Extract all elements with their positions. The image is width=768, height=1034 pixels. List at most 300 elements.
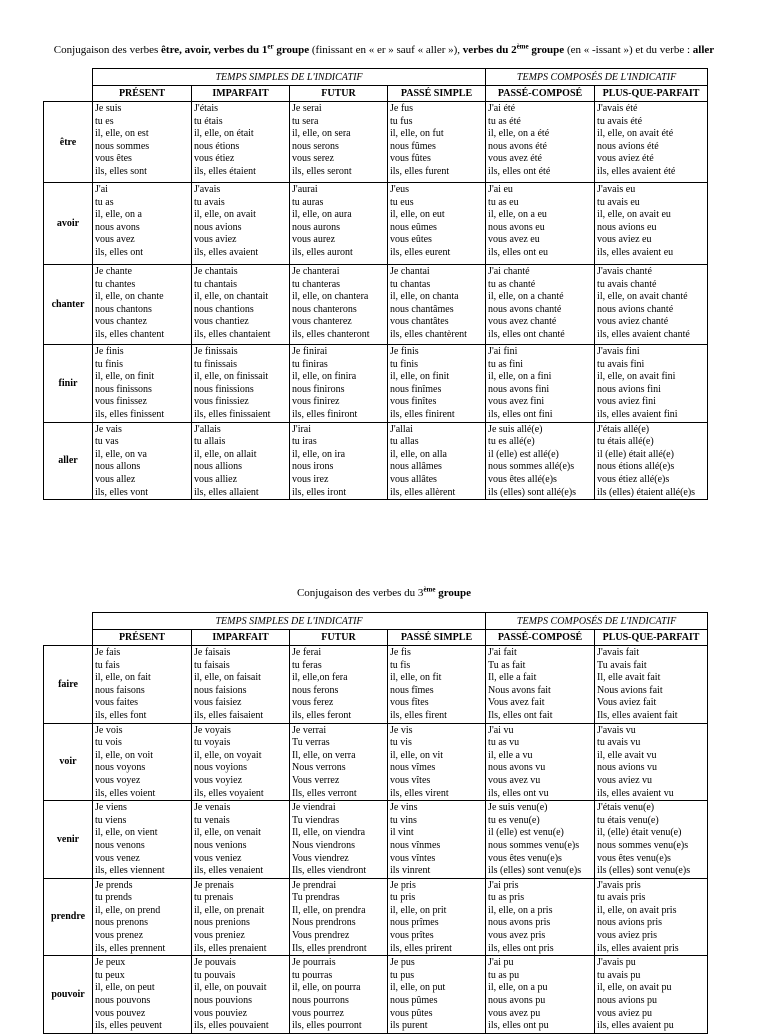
conjugation-line: J'avais pu bbox=[597, 957, 636, 969]
conjugation-cell bbox=[595, 801, 708, 879]
conjugation-line: ils, elles viennent bbox=[95, 865, 165, 877]
conjugation-line: nous avons eu bbox=[488, 221, 545, 233]
tense-header: PASSÉ SIMPLE bbox=[388, 630, 486, 646]
conjugation-line: il, elle, on finit bbox=[390, 371, 450, 383]
conjugation-cell bbox=[388, 646, 486, 724]
conjugation-line: il, elle, on vient bbox=[95, 827, 158, 839]
conjugation-cell bbox=[93, 878, 192, 956]
verb-row bbox=[44, 801, 708, 879]
conjugation-line: Je suis bbox=[95, 103, 122, 114]
conjugation-line: nous vînmes bbox=[390, 839, 441, 851]
conjugation-line: vous aviez pris bbox=[597, 930, 658, 942]
title-part: ème bbox=[516, 42, 529, 51]
conjugation-line: il, elle,on fera bbox=[292, 672, 348, 684]
tense-header: PASSÉ-COMPOSÉ bbox=[486, 630, 595, 646]
conjugation-line: nous avons pu bbox=[488, 995, 546, 1007]
verb-name: chanter bbox=[44, 265, 93, 345]
conjugation-line: ils (elles) sont venu(e)s bbox=[488, 865, 582, 877]
conjugation-line: Je prendrai bbox=[292, 879, 337, 891]
conjugation-line: J'étais venu(e) bbox=[597, 802, 655, 814]
conjugation-line: Je faisais bbox=[194, 647, 231, 658]
conjugation-line: tu étais bbox=[194, 115, 223, 127]
conjugation-cell bbox=[192, 265, 290, 345]
conjugation-line: vous voyiez bbox=[194, 774, 243, 786]
conjugation-line: ils, elles finirent bbox=[390, 408, 455, 420]
conjugation-line: vous chantiez bbox=[194, 316, 249, 328]
title-part: aller bbox=[692, 44, 715, 56]
conjugation-line: J'ai bbox=[95, 184, 108, 195]
verb-name: aller bbox=[44, 422, 93, 500]
conjugation-line: ils, elles avaient fini bbox=[597, 408, 678, 420]
conjugation-line: Vous avez fait bbox=[488, 697, 545, 709]
conjugation-cell bbox=[93, 183, 192, 265]
tense-header: PRÉSENT bbox=[93, 86, 192, 102]
conjugation-line: tu prenais bbox=[194, 892, 234, 904]
conjugation-line: vous aurez bbox=[292, 234, 336, 246]
conjugation-line: Ils, elles viendront bbox=[292, 865, 367, 877]
conjugation-line: tu allas bbox=[390, 436, 419, 448]
conjugation-line: vous finissiez bbox=[194, 396, 249, 408]
conjugation-line: vous êtes bbox=[95, 153, 132, 165]
conjugation-cell bbox=[290, 345, 388, 423]
conjugation-line: ils, elles allaient bbox=[194, 486, 259, 498]
conjugation-line: vous alliez bbox=[194, 473, 238, 485]
conjugation-line: vous aviez vu bbox=[597, 774, 653, 786]
conjugation-line: vous avez chanté bbox=[488, 316, 557, 328]
conjugation-line: ils, elles sont bbox=[95, 165, 147, 177]
title-part: ème bbox=[423, 585, 436, 594]
conjugation-cell bbox=[290, 102, 388, 183]
conjugation-line: ils, elles iront bbox=[292, 486, 347, 498]
conjugation-cell bbox=[486, 345, 595, 423]
conjugation-line: J'allai bbox=[390, 423, 413, 435]
conjugation-line: tu faisais bbox=[194, 659, 230, 671]
group-header-row bbox=[44, 613, 708, 630]
conjugation-line: ils, elles finissent bbox=[95, 408, 165, 420]
conjugation-line: nous venions bbox=[194, 839, 247, 851]
title-part: (finissant en « er » sauf « aller »), bbox=[309, 44, 463, 56]
conjugation-cell bbox=[486, 723, 595, 801]
conjugation-line: vous serez bbox=[292, 153, 334, 165]
conjugation-cell bbox=[486, 956, 595, 1034]
conjugation-line: J'irai bbox=[292, 423, 312, 435]
conjugation-line: Je fis bbox=[390, 647, 411, 658]
conjugation-line: nous venons bbox=[95, 839, 145, 851]
conjugation-line: vous chantâtes bbox=[390, 316, 449, 328]
conjugation-line: ils, elles avaient pris bbox=[597, 942, 679, 954]
verb-row bbox=[44, 956, 708, 1034]
conjugation-line: il, elle, on est bbox=[95, 128, 149, 140]
conjugation-line: nous avons chanté bbox=[488, 303, 562, 315]
conjugation-line: ils, elles avaient vu bbox=[597, 787, 674, 799]
conjugation-line: tu étais venu(e) bbox=[597, 814, 659, 826]
conjugation-line: nous avons fini bbox=[488, 383, 550, 395]
conjugation-line: J'ai chanté bbox=[488, 266, 530, 277]
conjugation-cell bbox=[290, 801, 388, 879]
conjugation-line: nous étions allé(e)s bbox=[597, 461, 675, 473]
conjugation-line: ils, elles étaient bbox=[194, 165, 256, 177]
tense-header: IMPARFAIT bbox=[192, 86, 290, 102]
conjugation-line: nous finissions bbox=[194, 383, 254, 395]
conjugation-line: Tu as fait bbox=[488, 659, 526, 671]
conjugation-line: tu as vu bbox=[488, 737, 520, 749]
conjugation-cell bbox=[595, 646, 708, 724]
conjugation-line: il, elle, on sera bbox=[292, 128, 351, 140]
conjugation-line: vous prenez bbox=[95, 930, 144, 942]
conjugation-line: ils (elles) étaient allé(e)s bbox=[597, 486, 696, 498]
conjugation-line: tu allais bbox=[194, 436, 226, 448]
conjugation-line: tu vois bbox=[95, 737, 122, 749]
conjugation-line: nous vîmes bbox=[390, 762, 436, 774]
conjugation-cell bbox=[93, 956, 192, 1034]
title-part: être, avoir, verbes du 1 bbox=[161, 44, 268, 56]
conjugation-cell bbox=[388, 723, 486, 801]
conjugation-line: il, elle, on a eu bbox=[488, 209, 547, 221]
conjugation-line: nous avions eu bbox=[597, 221, 657, 233]
conjugation-line: nous fûmes bbox=[390, 140, 436, 152]
conjugation-line: il, elle, on allait bbox=[194, 448, 257, 460]
conjugation-line: J'étais bbox=[194, 103, 219, 114]
conjugation-line: il, elle, on était bbox=[194, 128, 254, 140]
conjugation-line: vous prîtes bbox=[390, 930, 434, 942]
conjugation-line: Nous viendrons bbox=[292, 839, 356, 851]
conjugation-line: tu as bbox=[95, 196, 114, 208]
conjugation-line: Ils, elles avaient fait bbox=[597, 709, 678, 721]
conjugation-line: il, elle, on avait pris bbox=[597, 904, 677, 916]
conjugation-line: ils, elles prirent bbox=[390, 942, 452, 954]
conjugation-line: vous veniez bbox=[194, 852, 242, 864]
conjugation-cell bbox=[486, 102, 595, 183]
conjugation-line: il, elle, on pouvait bbox=[194, 982, 267, 994]
conjugation-line: ils, elles voient bbox=[95, 787, 156, 799]
group-simple-header: TEMPS SIMPLES DE L'INDICATIF bbox=[93, 69, 486, 86]
conjugation-line: vous allez bbox=[95, 473, 136, 485]
conjugation-line: il, elle, on peut bbox=[95, 982, 155, 994]
title-part: Conjugaison des verbes du 3 bbox=[296, 587, 424, 599]
conjugation-line: ils, elles auront bbox=[292, 246, 353, 258]
conjugation-line: J'avais été bbox=[597, 103, 638, 114]
conjugation-line: Ils, elles ont fait bbox=[488, 709, 553, 721]
conjugation-line: nous irons bbox=[292, 461, 334, 473]
conjugation-cell bbox=[93, 265, 192, 345]
conjugation-line: il, elle, on a chanté bbox=[488, 291, 564, 303]
conjugation-line: vous preniez bbox=[194, 930, 245, 942]
conjugation-line: nous sommes bbox=[95, 140, 150, 152]
conjugation-cell bbox=[595, 102, 708, 183]
conjugation-line: il, elle, on prend bbox=[95, 904, 161, 916]
conjugation-cell bbox=[486, 265, 595, 345]
conjugation-line: tu eus bbox=[390, 196, 414, 208]
conjugation-line: il, elle, on pourra bbox=[292, 982, 361, 994]
conjugation-line: il, elle, on va bbox=[95, 448, 147, 460]
conjugation-line: J'avais eu bbox=[597, 184, 636, 195]
conjugation-cell bbox=[93, 102, 192, 183]
conjugation-line: Je vins bbox=[390, 802, 418, 814]
conjugation-line: il, elle, on avait eu bbox=[597, 209, 671, 221]
conjugation-line: ils, elles avaient eu bbox=[597, 246, 674, 258]
title-part: Conjugaison des verbes bbox=[53, 44, 162, 56]
group-compose-header: TEMPS COMPOSÉS DE L'INDICATIF bbox=[486, 69, 708, 86]
verb-name: pouvoir bbox=[44, 956, 93, 1034]
conjugation-line: nous avons été bbox=[488, 140, 547, 152]
title-part: groupe bbox=[435, 587, 472, 599]
conjugation-line: il, elle, on a bbox=[95, 209, 142, 221]
conjugation-line: vous faites bbox=[95, 697, 139, 709]
conjugation-line: ils, elles prennent bbox=[95, 942, 166, 954]
conjugation-cell bbox=[388, 878, 486, 956]
conjugation-line: il (elle) est allé(e) bbox=[488, 448, 559, 460]
conjugation-line: tu as pris bbox=[488, 892, 525, 904]
conjugation-line: nous prîmes bbox=[390, 917, 439, 929]
conjugation-line: ils, elles peuvent bbox=[95, 1020, 162, 1032]
conjugation-line: Je suis allé(e) bbox=[488, 423, 543, 435]
conjugation-line: vous êtes venu(e)s bbox=[488, 852, 562, 864]
conjugation-line: il, elle, on finira bbox=[292, 371, 357, 383]
conjugation-line: nous fîmes bbox=[390, 684, 434, 696]
conjugation-line: il, elle, on fit bbox=[390, 672, 442, 684]
conjugation-line: il, elle, on vit bbox=[390, 749, 444, 761]
conjugation-line: il, elle, on a pu bbox=[488, 982, 548, 994]
group-header-row bbox=[44, 69, 708, 86]
conjugation-line: ils, elles voyaient bbox=[194, 787, 264, 799]
conjugation-line: vous aviez été bbox=[597, 153, 654, 165]
conjugation-line: il, elle, on aura bbox=[292, 209, 352, 221]
conjugation-line: Je ferai bbox=[292, 647, 322, 658]
conjugation-line: J'avais chanté bbox=[597, 266, 652, 277]
conjugation-line: ils, elles chanteront bbox=[292, 328, 370, 340]
conjugation-line: ils, elles chantèrent bbox=[390, 328, 467, 340]
conjugation-line: Je fais bbox=[95, 647, 121, 658]
conjugation-line: tu as chanté bbox=[488, 278, 536, 290]
conjugation-line: vous avez eu bbox=[488, 234, 540, 246]
conjugation-cell bbox=[388, 265, 486, 345]
verb-row bbox=[44, 723, 708, 801]
conjugation-line: J'avais vu bbox=[597, 724, 636, 736]
conjugation-line: tu pourras bbox=[292, 969, 333, 981]
conjugation-line: vous irez bbox=[292, 473, 329, 485]
conjugation-line: nous avions été bbox=[597, 140, 659, 152]
conjugation-line: vous aviez bbox=[194, 234, 237, 246]
conjugation-line: nous avons bbox=[95, 221, 140, 233]
conjugation-line: nous finissons bbox=[95, 383, 152, 395]
conjugation-line: vous êtes venu(e)s bbox=[597, 852, 671, 864]
conjugation-line: tu chantes bbox=[95, 278, 136, 290]
empty-corner-cell bbox=[44, 613, 93, 646]
conjugation-line: nous sommes allé(e)s bbox=[488, 461, 575, 473]
conjugation-line: tu avais bbox=[194, 196, 225, 208]
conjugation-line: tu vis bbox=[390, 737, 412, 749]
conjugation-line: Je viens bbox=[95, 802, 127, 814]
conjugation-line: tu chantas bbox=[390, 278, 431, 290]
conjugation-line: il, elle, on eut bbox=[390, 209, 445, 221]
conjugation-line: nous avons pris bbox=[488, 917, 551, 929]
conjugation-line: tu as eu bbox=[488, 196, 519, 208]
conjugation-line: ils, elles ont chanté bbox=[488, 328, 565, 340]
conjugation-line: vous êtes allé(e)s bbox=[488, 473, 557, 485]
tense-header: FUTUR bbox=[290, 86, 388, 102]
conjugation-line: nous serons bbox=[292, 140, 339, 152]
conjugation-line: il, elle, on avait été bbox=[597, 128, 674, 140]
conjugation-cell bbox=[192, 878, 290, 956]
conjugation-line: vous pouvez bbox=[95, 1007, 146, 1019]
conjugation-line: nous avions pris bbox=[597, 917, 663, 929]
conjugation-line: ils, elles vont bbox=[95, 486, 149, 498]
conjugation-line: tu avais été bbox=[597, 115, 643, 127]
conjugation-line: nous eûmes bbox=[390, 221, 437, 233]
conjugation-table-2 bbox=[43, 612, 708, 1034]
conjugation-line: nous chantâmes bbox=[390, 303, 454, 315]
conjugation-line: tu feras bbox=[292, 659, 322, 671]
conjugation-line: vous finirez bbox=[292, 396, 340, 408]
conjugation-line: il, elle, on fait bbox=[95, 672, 151, 684]
conjugation-line: il vint bbox=[390, 827, 414, 839]
conjugation-cell bbox=[93, 345, 192, 423]
conjugation-line: nous allions bbox=[194, 461, 243, 473]
conjugation-cell bbox=[93, 422, 192, 500]
conjugation-line: ils, elles firent bbox=[390, 709, 447, 721]
conjugation-line: ils vinrent bbox=[390, 865, 431, 877]
tense-header: IMPARFAIT bbox=[192, 630, 290, 646]
conjugation-line: Je chanterai bbox=[292, 266, 340, 277]
title-part: verbes du 2 bbox=[462, 44, 517, 56]
conjugation-line: tu pouvais bbox=[194, 969, 236, 981]
verb-row bbox=[44, 646, 708, 724]
conjugation-cell bbox=[290, 956, 388, 1034]
conjugation-line: il, elle, on chantera bbox=[292, 291, 369, 303]
conjugation-line: tu fus bbox=[390, 115, 413, 127]
conjugation-line: Tu avais fait bbox=[597, 659, 647, 671]
conjugation-line: vous pûtes bbox=[390, 1007, 433, 1019]
conjugation-line: J'eus bbox=[390, 184, 410, 195]
conjugation-line: il, elle, on finissait bbox=[194, 371, 269, 383]
conjugation-line: vous aviez fini bbox=[597, 396, 656, 408]
conjugation-cell bbox=[290, 422, 388, 500]
conjugation-line: il, elle, on alla bbox=[390, 448, 447, 460]
conjugation-line: vous vîntes bbox=[390, 852, 436, 864]
conjugation-line: vous aviez eu bbox=[597, 234, 652, 246]
conjugation-line: Nous verrons bbox=[292, 762, 346, 774]
verb-name: venir bbox=[44, 801, 93, 879]
conjugation-line: vous avez été bbox=[488, 153, 542, 165]
conjugation-line: tu pris bbox=[390, 892, 416, 904]
conjugation-line: il, elle avait vu bbox=[597, 749, 657, 761]
conjugation-line: ils, elles finiront bbox=[292, 408, 358, 420]
conjugation-line: il, elle, on avait pu bbox=[597, 982, 672, 994]
conjugation-line: vous allâtes bbox=[390, 473, 437, 485]
conjugation-line: il, elle, on finit bbox=[95, 371, 155, 383]
conjugation-cell bbox=[388, 345, 486, 423]
conjugation-line: tu voyais bbox=[194, 737, 231, 749]
conjugation-line: nous finîmes bbox=[390, 383, 442, 395]
conjugation-line: ils, elles virent bbox=[390, 787, 449, 799]
conjugation-cell bbox=[192, 723, 290, 801]
conjugation-line: J'ai fait bbox=[488, 647, 517, 658]
conjugation-line: Tu verras bbox=[292, 737, 330, 749]
conjugation-line: il, elle, on put bbox=[390, 982, 446, 994]
conjugation-line: Je pourrais bbox=[292, 957, 336, 969]
conjugation-line: Je finirai bbox=[292, 346, 328, 357]
conjugation-cell bbox=[192, 183, 290, 265]
conjugation-cell bbox=[192, 646, 290, 724]
conjugation-cell bbox=[192, 422, 290, 500]
conjugation-line: tu finiras bbox=[292, 358, 328, 370]
conjugation-cell bbox=[290, 183, 388, 265]
conjugation-line: tu avais chanté bbox=[597, 278, 657, 290]
conjugation-line: J'étais allé(e) bbox=[597, 423, 650, 435]
conjugation-line: ils (elles) sont allé(e)s bbox=[488, 486, 577, 498]
verb-name: voir bbox=[44, 723, 93, 801]
conjugation-line: ils, elles ont vu bbox=[488, 787, 549, 799]
conjugation-line: tu es allé(e) bbox=[488, 436, 535, 448]
conjugation-cell bbox=[192, 102, 290, 183]
conjugation-line: nous pûmes bbox=[390, 995, 438, 1007]
conjugation-line: tu peux bbox=[95, 969, 125, 981]
conjugation-line: Je finissais bbox=[194, 346, 238, 357]
verb-row bbox=[44, 265, 708, 345]
title-part: groupe bbox=[528, 44, 565, 56]
conjugation-line: vous venez bbox=[95, 852, 140, 864]
conjugation-line: vous avez pu bbox=[488, 1007, 541, 1019]
conjugation-line: Nous avions fait bbox=[597, 684, 663, 696]
empty-corner-cell bbox=[44, 69, 93, 102]
tense-header: PASSÉ-COMPOSÉ bbox=[486, 86, 595, 102]
conjugation-line: nous pouvions bbox=[194, 995, 253, 1007]
conjugation-line: J'aurai bbox=[292, 184, 318, 195]
conjugation-line: tu as été bbox=[488, 115, 521, 127]
conjugation-line: Je prenais bbox=[194, 879, 234, 891]
conjugation-line: ils, elles ont été bbox=[488, 165, 551, 177]
tense-header-row bbox=[44, 86, 708, 102]
conjugation-line: vous avez bbox=[95, 234, 135, 246]
conjugation-line: vous avez pris bbox=[488, 930, 546, 942]
conjugation-line: vous eûtes bbox=[390, 234, 432, 246]
conjugation-line: nous faisions bbox=[194, 684, 247, 696]
conjugation-line: Je serai bbox=[292, 103, 322, 114]
conjugation-line: J'avais fait bbox=[597, 647, 640, 658]
conjugation-cell bbox=[595, 956, 708, 1034]
conjugation-line: tu chanteras bbox=[292, 278, 341, 290]
conjugation-line: Je venais bbox=[194, 802, 231, 814]
conjugation-cell bbox=[388, 956, 486, 1034]
conjugation-line: J'ai pu bbox=[488, 957, 514, 969]
section2-title bbox=[0, 586, 768, 600]
conjugation-cell bbox=[192, 345, 290, 423]
conjugation-line: il, elle, on prit bbox=[390, 904, 447, 916]
conjugation-line: nous chanterons bbox=[292, 303, 357, 315]
conjugation-line: ils, elles pouvaient bbox=[194, 1020, 269, 1032]
title-part: er bbox=[267, 42, 274, 51]
conjugation-line: J'ai pris bbox=[488, 879, 519, 891]
conjugation-line: nous avions chanté bbox=[597, 303, 674, 315]
verb-name: prendre bbox=[44, 878, 93, 956]
conjugation-line: nous finirons bbox=[292, 383, 345, 395]
conjugation-line: Tu prendras bbox=[292, 892, 340, 904]
conjugation-line: vous fîtes bbox=[390, 697, 429, 709]
conjugation-line: Il, elle, on verra bbox=[292, 749, 356, 761]
conjugation-line: ils (elles) sont venu(e)s bbox=[597, 865, 691, 877]
conjugation-line: vous pouviez bbox=[194, 1007, 248, 1019]
conjugation-line: nous chantions bbox=[194, 303, 254, 315]
conjugation-line: nous ferons bbox=[292, 684, 339, 696]
conjugation-line: nous pourrons bbox=[292, 995, 349, 1007]
conjugation-line: Ils, elles prendront bbox=[292, 942, 367, 954]
conjugation-cell bbox=[486, 801, 595, 879]
conjugation-line: nous voyions bbox=[194, 762, 248, 774]
conjugation-line: tu es bbox=[95, 115, 114, 127]
conjugation-line: tu vins bbox=[390, 814, 417, 826]
conjugation-line: nous chantons bbox=[95, 303, 152, 315]
conjugation-line: vous voyez bbox=[95, 774, 141, 786]
